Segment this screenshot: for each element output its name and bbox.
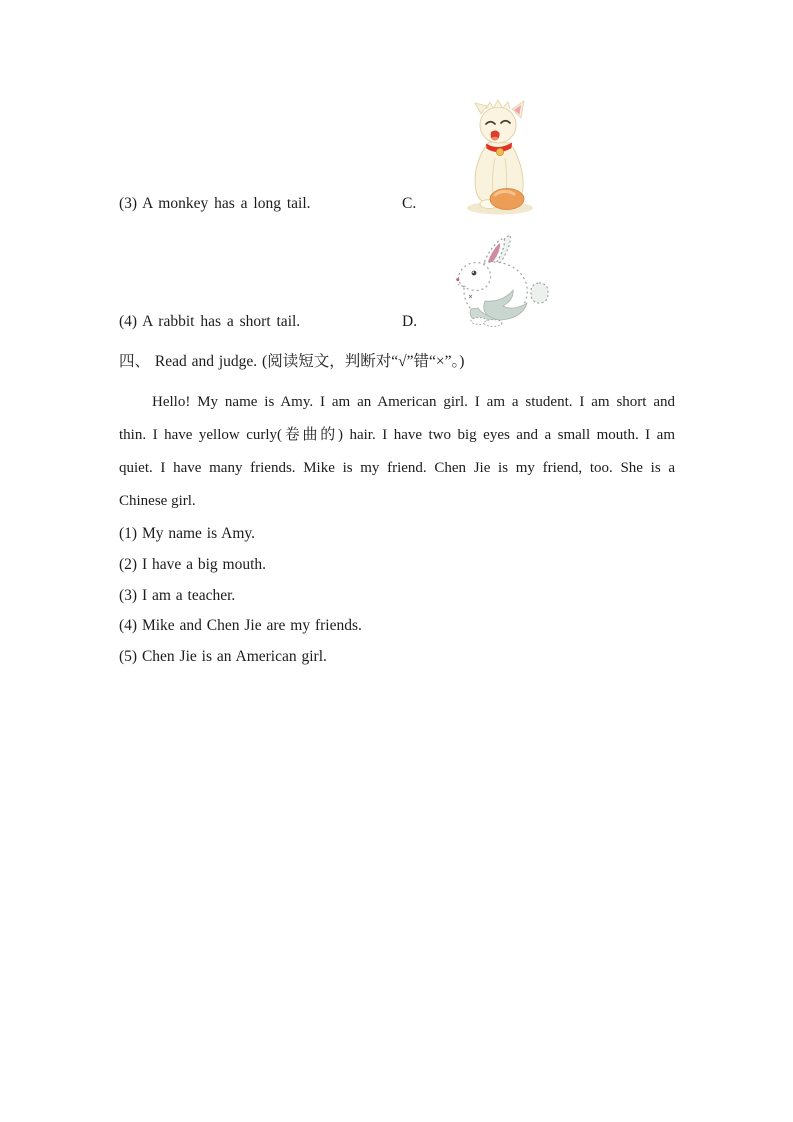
passage-line: quiet. I have many friends. Mike is my friend. Chen Jie is my friend, too. She is a xyxy=(119,460,675,476)
passage-line: thin. I have yellow curly(卷曲的) hair. I have two big eyes and a small mouth. I am xyxy=(119,427,675,443)
reading-passage xyxy=(119,386,675,518)
matching-item xyxy=(119,194,679,214)
matching-item-text: (4) A rabbit has a short tail. xyxy=(119,313,301,330)
judge-statements xyxy=(119,519,675,673)
matching-item-text: (3) A monkey has a long tail. xyxy=(119,195,311,212)
statement-item: (3) I am a teacher. xyxy=(119,586,236,604)
statement-item: (5) Chen Jie is an American girl. xyxy=(119,648,327,666)
section-heading: 四、 Read and judge. (阅读短文，判断对“√”错“×”。) xyxy=(119,353,465,370)
statement-item: (4) Mike and Chen Jie are my friends. xyxy=(119,617,362,635)
matching-option-label: D. xyxy=(402,313,418,330)
statement-item: (2) I have a big mouth. xyxy=(119,555,267,573)
matching-option-label: C. xyxy=(402,195,417,212)
matching-item xyxy=(119,312,679,332)
passage-line: Chinese girl. xyxy=(119,493,196,509)
passage-line: Hello! My name is Amy. I am an American girl. I am a student. I am short and xyxy=(152,394,675,410)
statement-item: (1) My name is Amy. xyxy=(119,525,256,542)
